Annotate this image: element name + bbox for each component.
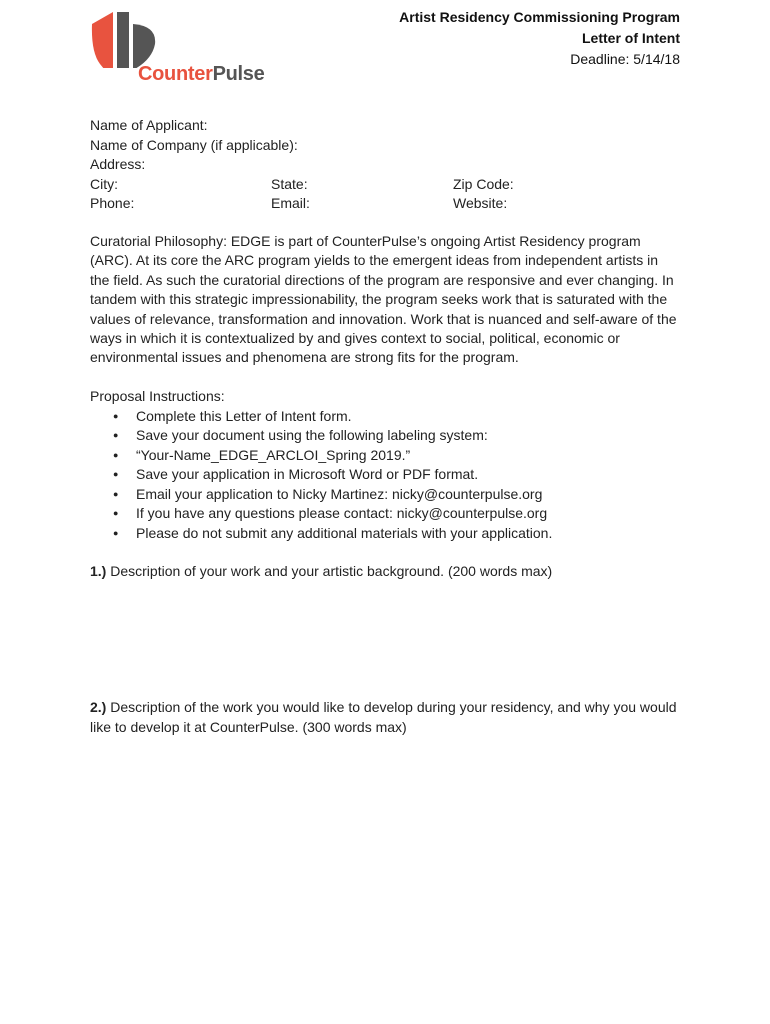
bullet-icon: ● (113, 469, 119, 479)
list-item: ● If you have any questions please contact: nicky@counterpulse.org (90, 504, 690, 524)
bullet-icon: ● (113, 527, 119, 538)
instructions-title: Proposal Instructions: (90, 388, 225, 404)
zip-label: Zip Code: (453, 175, 514, 192)
program-title: Artist Residency Commissioning Program (399, 9, 680, 25)
question-1-number: 1.) (90, 563, 107, 579)
document-header (399, 7, 680, 70)
website-label: Website: (453, 195, 508, 211)
question-2-number: 2.) (90, 699, 107, 715)
proposal-instructions (90, 387, 690, 543)
list-item: ● Please do not submit any additional materials with your application. (90, 524, 690, 544)
list-item: ● Save your document using the following labeling system: (90, 426, 690, 446)
counterpulse-logo (89, 8, 265, 90)
question-1-text: Description of your work and your artistic background. (200 words max) (106, 563, 553, 579)
question-1 (90, 562, 690, 582)
document-title: Letter of Intent (582, 30, 680, 46)
address-label: Address: (90, 156, 146, 172)
question-2-text: Description of the work you would like to develop during your residency, and why you would like to develop it at CounterPulse. (300 words max) (90, 699, 677, 735)
question-2 (90, 698, 690, 737)
bullet-icon: ● (113, 449, 119, 460)
deadline: Deadline: 5/14/18 (570, 51, 680, 67)
phone-label: Phone: (90, 195, 135, 211)
list-item: ● Email your application to Nicky Martinez: nicky@counterpulse.org (90, 485, 690, 505)
logo-wordmark: CounterPulse (138, 63, 265, 85)
list-item: ● “Your-Name_EDGE_ARCLOI_Spring 2019.” (90, 446, 690, 466)
state-label: State: (271, 175, 308, 192)
applicant-name-label: Name of Applicant: (90, 117, 208, 133)
curatorial-philosophy: Curatorial Philosophy: EDGE is part of CounterPulse’s ongoing Artist Residency program (ARC). At its core the ARC program yields to the emergent ideas from independent artists in the field. As such the curatorial directions of the program are responsive and ever changing. In tandem with this strategic impressionability, the program seeks work that is saturated with the values of relevance, transformation and innovation. Work that is nuanced and self-aware of the ways in which it is contextualized by and gives context to social, political, economic or environmental issues and phenomena are strong fits for the program. (90, 233, 677, 366)
bullet-icon: ● (113, 410, 119, 421)
bullet-icon: ● (113, 430, 119, 440)
city-label: City: (90, 175, 118, 192)
list-item: ● Save your application in Microsoft Word or PDF format. (90, 465, 690, 485)
bullet-icon: ● (113, 488, 119, 499)
bullet-icon: ● (113, 508, 119, 518)
applicant-fields (90, 116, 690, 214)
counterpulse-logo-mark (89, 8, 261, 68)
instructions-list (90, 407, 690, 544)
email-label: Email: (271, 195, 310, 211)
list-item: ● Complete this Letter of Intent form. (90, 407, 690, 427)
company-name-label: Name of Company (if applicable): (90, 136, 298, 153)
